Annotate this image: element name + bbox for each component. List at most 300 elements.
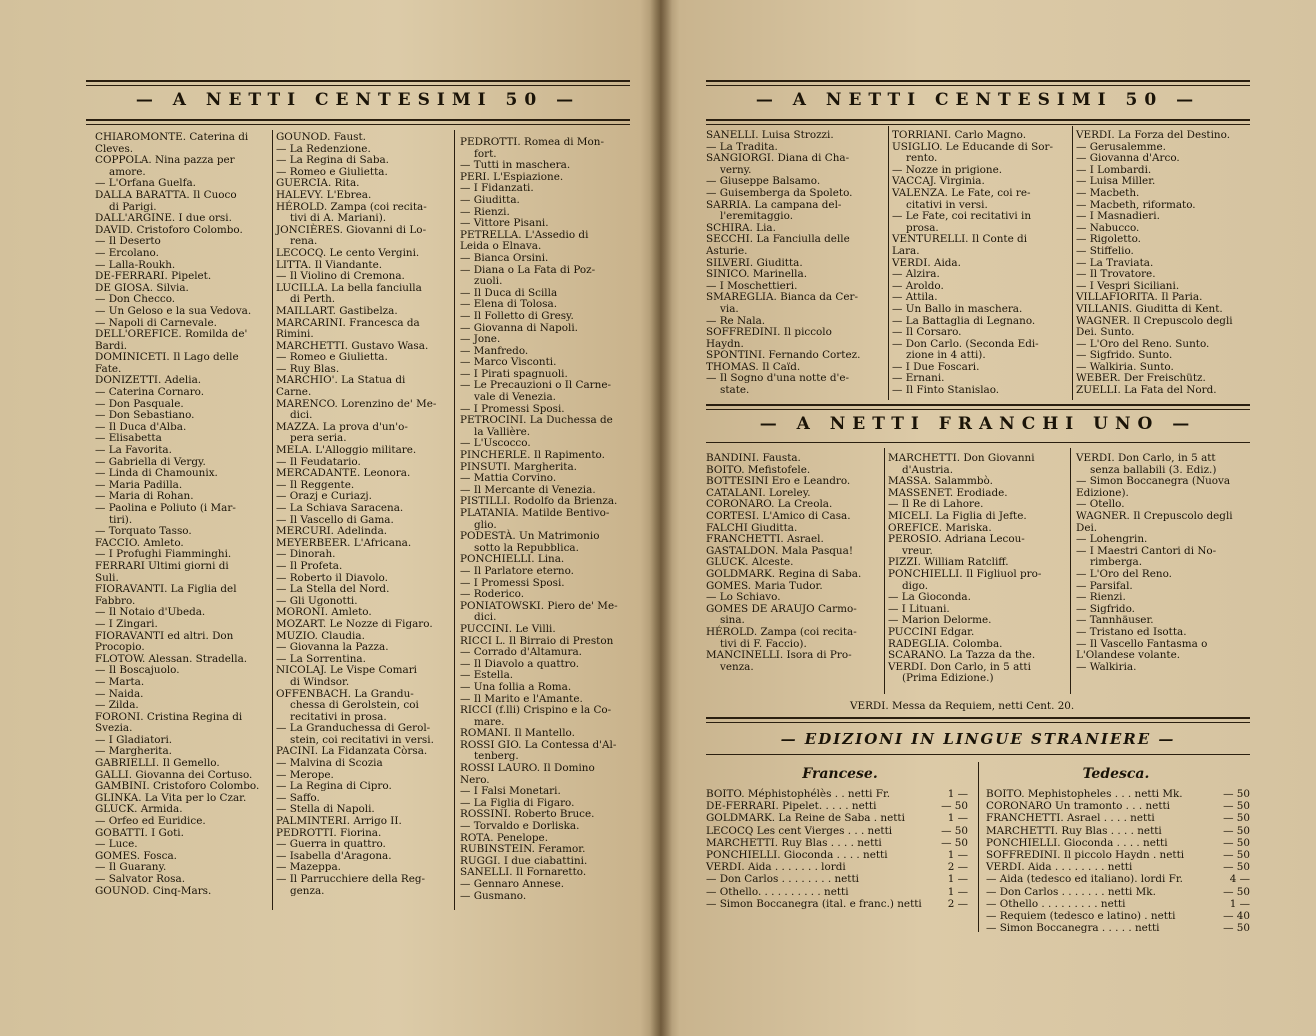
catalog-entry: PONCHIELLI. Il Figliuol pro- (888, 567, 1042, 580)
franchi-column-1 (706, 453, 884, 673)
catalog-entry: Haydn. (706, 337, 744, 350)
catalog-entry: DAVID. Cristoforo Colombo. (95, 223, 243, 236)
catalog-entry: PUCCINI. Le Villi. (460, 622, 556, 635)
catalog-entry: CORONARO. La Creola. (706, 498, 833, 511)
catalog-entry: rento. (906, 152, 938, 165)
catalog-entry: — Romeo e Giulietta. (276, 351, 388, 364)
catalog-entry: PONCHIELLI. Lina. (460, 553, 565, 566)
catalog-entry: Lara. (892, 244, 920, 257)
catalog-entry: MELA. L'Alloggio militare. (276, 444, 417, 457)
catalog-entry: VERDI. Aida. (892, 256, 961, 269)
requiem-note: VERDI. Messa da Requiem, netti Cent. 20. (850, 700, 1075, 712)
price-title: VERDI. Aida . . . . . . . . netti (986, 861, 1133, 874)
catalog-entry: fort. (474, 147, 497, 160)
catalog-entry: — Gennaro Annese. (460, 878, 565, 890)
catalog-entry: — Simon Boccanegra (Nuova (1076, 475, 1231, 488)
catalog-entry: — Zilda. (95, 699, 139, 712)
catalog-entry: MERCADANTE. Leonora. (276, 467, 411, 480)
catalog-entry: — Il Guarany. (95, 861, 167, 874)
catalog-entry: SCARANO. La Tazza da the. (888, 649, 1036, 662)
price-value: 1 — (947, 788, 968, 800)
column-divider (978, 762, 979, 932)
catalog-entry: GOUNOD. Cinq-Mars. (95, 884, 212, 897)
catalog-entry: PIZZI. William Ratcliff. (888, 556, 1009, 569)
catalog-entry: HÉROLD. Zampa (coi recita- (276, 200, 427, 213)
catalog-entry: HALEVY. L'Ebrea. (276, 188, 372, 201)
catalog-entry: DOMINICETI. Il Lago delle (95, 351, 239, 364)
catalog-entry: — Luce. (95, 838, 138, 851)
catalog-entry: MARENCO. Lorenzino de' Me- (276, 397, 437, 410)
catalog-entry: — La Schiava Saracena. (276, 502, 404, 514)
price-value: 2 — (947, 861, 968, 874)
catalog-entry: — Bianca Orsini. (460, 251, 549, 264)
catalog-entry: Asturie. (706, 244, 748, 257)
catalog-entry: — Paolina e Poliuto (i Mar- (95, 502, 236, 514)
price-value: — 50 (941, 824, 968, 837)
section-double-rule (706, 404, 1250, 410)
catalog-entry: — I Promessi Sposi. (460, 576, 565, 589)
catalog-entry: — I Falsi Monetari. (460, 785, 561, 798)
right-heading-1: — A NETTI CENTESIMI 50 — (755, 90, 1201, 110)
catalog-entry: SPONTINI. Fernando Cortez. (706, 349, 861, 362)
catalog-entry: — Ercolano. (95, 246, 159, 259)
catalog-entry: chessa di Gerolstein, coi (290, 699, 419, 712)
catalog-entry: Fabbro. (95, 594, 136, 607)
price-row (986, 837, 1250, 849)
catalog-entry: stein, coi recitativi in versi. (290, 733, 434, 746)
catalog-entry: — Orfeo ed Euridice. (95, 815, 206, 828)
price-row (986, 812, 1250, 824)
catalog-entry: — Il Duca d'Alba. (95, 420, 187, 433)
catalog-entry: — Il Boscajuolo. (95, 664, 180, 677)
franchi-column-2 (888, 453, 1068, 685)
catalog-entry: MARCHETTI. Don Giovanni (888, 452, 1035, 464)
catalog-entry: — Il Notaio d'Ubeda. (95, 606, 206, 619)
catalog-entry: RADEGLIA. Colomba. (888, 637, 1003, 650)
catalog-entry: VERDI. Don Carlo, in 5 atti (888, 660, 1031, 673)
catalog-entry: PACINI. La Fidanzata Còrsa. (276, 745, 428, 758)
price-row (986, 825, 1250, 837)
catalog-entry: — Nozze in prigione. (892, 163, 1003, 176)
catalog-entry: Fate. (95, 362, 122, 375)
catalog-entry: — Maria di Rohan. (95, 490, 194, 503)
catalog-entry: — La Gioconda. (888, 591, 971, 604)
right-column-1 (706, 130, 886, 397)
catalog-entry: — Romeo e Giulietta. (276, 165, 388, 178)
catalog-entry: — I Profughi Fiamminghi. (95, 548, 232, 561)
catalog-entry: — Naida. (95, 687, 144, 700)
price-title: — Aida (tedesco ed italiano). lordi Fr. (986, 873, 1183, 886)
catalog-entry: PETROCINI. La Duchessa de (460, 414, 613, 427)
catalog-entry: — L'Uscocco. (460, 437, 531, 450)
price-value: — 50 (1223, 885, 1250, 898)
price-value: — 50 (1223, 922, 1250, 935)
catalog-entry: MAZZA. La prova d'un'o- (276, 420, 408, 433)
catalog-entry: — Gli Ugonotti. (276, 594, 358, 607)
price-title: SOFFREDINI. Il piccolo Haydn . netti (986, 849, 1185, 862)
catalog-entry: — Mattia Corvino. (460, 472, 557, 485)
francese-title: Francese. (802, 766, 878, 782)
catalog-entry: — Le Fate, coi recitativi in (892, 210, 1032, 223)
catalog-entry: PUCCINI Edgar. (888, 625, 975, 638)
right-heading-3: — EDIZIONI IN LINGUE STRANIERE — (780, 730, 1176, 748)
catalog-entry: FORONI. Cristina Regina di (95, 710, 243, 723)
catalog-entry: LITTA. Il Viandante. (276, 258, 383, 271)
price-row (706, 812, 968, 824)
catalog-entry: — Diana o La Fata di Poz- (460, 263, 596, 276)
catalog-entry: pera seria. (290, 432, 347, 445)
catalog-entry: — Le Precauzioni o Il Carne- (460, 379, 611, 392)
catalog-entry: prosa. (906, 221, 939, 234)
catalog-entry: — Giuditta. (460, 193, 520, 206)
catalog-entry: MAILLART. Gastibelza. (276, 304, 398, 317)
catalog-entry: GOUNOD. Faust. (276, 131, 366, 143)
catalog-entry: — Nabucco. (1076, 221, 1140, 234)
catalog-entry: citativi in versi. (906, 198, 988, 211)
catalog-entry: ROMANI. Il Mantello. (460, 727, 575, 740)
catalog-entry: USIGLIO. Le Educande di Sor- (892, 140, 1054, 153)
catalog-entry: — I Fidanzati. (460, 182, 534, 195)
catalog-entry: SARRIA. La campana del- (706, 198, 842, 211)
catalog-entry: tiri). (109, 513, 133, 526)
price-title: FRANCHETTI. Asrael . . . . netti (986, 812, 1155, 825)
catalog-entry: — Il Vascello Fantasma o (1076, 637, 1208, 650)
catalog-entry: FIORAVANTI. La Figlia del (95, 583, 237, 596)
price-row (706, 837, 968, 849)
catalog-entry: di Perth. (290, 293, 336, 306)
left-heading: — A NETTI CENTESIMI 50 — (135, 90, 581, 110)
price-title: MARCHETTI. Ruy Blas . . . . netti (986, 824, 1162, 837)
catalog-entry: — Il Vascello di Gama. (276, 513, 394, 526)
catalog-entry: FLOTOW. Alessan. Stradella. (95, 652, 248, 665)
catalog-entry: HÉROLD. Zampa (coi recita- (706, 625, 857, 638)
catalog-entry: PONIATOWSKI. Piero de' Me- (460, 599, 618, 612)
catalog-entry: vreur. (902, 544, 933, 557)
catalog-entry: PODESTÀ. Un Matrimonio (460, 530, 600, 543)
section-double-rule (706, 717, 1250, 723)
catalog-entry: PEROSIO. Adriana Lecou- (888, 533, 1025, 546)
catalog-entry: — Roberto il Diavolo. (276, 571, 388, 584)
catalog-entry: — L'Oro del Reno. Sunto. (1076, 337, 1210, 350)
catalog-entry: — La Figlia di Figaro. (460, 796, 575, 809)
price-value: — 50 (1223, 800, 1250, 813)
catalog-entry: sotto la Repubblica. (474, 541, 579, 554)
price-title: CORONARO Un tramonto . . . netti (986, 800, 1171, 813)
catalog-entry: — Torquato Tasso. (95, 525, 192, 538)
catalog-entry: Carne. (276, 386, 312, 399)
catalog-entry: — Stiffelio. (1076, 244, 1134, 257)
catalog-entry: — Lalla-Roukh. (95, 258, 176, 271)
catalog-entry: MERCURI. Adelinda. (276, 525, 388, 538)
catalog-entry: THOMAS. Il Caïd. (706, 360, 801, 373)
catalog-entry: MANCINELLI. Isora di Pro- (706, 649, 852, 662)
catalog-entry: rimberga. (1090, 556, 1143, 569)
catalog-entry: — Caterina Cornaro. (95, 386, 205, 399)
column-divider (1070, 448, 1071, 694)
catalog-entry: — Tristano ed Isotta. (1076, 625, 1187, 638)
column-divider (884, 448, 885, 694)
right-column-3 (1076, 130, 1254, 397)
price-row (706, 898, 968, 910)
catalog-entry: GOMES DE ARAUJO Carmo- (706, 602, 857, 615)
catalog-entry: GALLI. Giovanna dei Cortuso. (95, 768, 253, 781)
catalog-entry: FRANCHETTI. Asrael. (706, 533, 824, 546)
tedesca-title: Tedesca. (1082, 766, 1150, 782)
catalog-entry: MEYERBEER. L'Africana. (276, 536, 412, 549)
catalog-entry: di Windsor. (290, 675, 350, 688)
price-row (706, 825, 968, 837)
catalog-entry: PETRELLA. L'Assedio di (460, 228, 589, 241)
catalog-entry: tivi di F. Faccio). (720, 637, 807, 650)
right-column-2 (892, 130, 1070, 397)
catalog-entry: senza ballabili (3. Ediz.) (1090, 463, 1217, 476)
catalog-entry: — Marta. (95, 675, 145, 688)
price-value: — 50 (1223, 812, 1250, 825)
catalog-entry: — I Lombardi. (1076, 163, 1152, 176)
catalog-entry: — La Sorrentina. (276, 652, 366, 665)
catalog-entry: PINCHERLE. Il Rapimento. (460, 449, 605, 462)
price-row (706, 800, 968, 812)
catalog-entry: — Manfredo. (460, 344, 529, 357)
catalog-entry: vale di Venezia. (474, 391, 556, 404)
catalog-entry: — La Tradita. (706, 140, 778, 153)
price-row (986, 886, 1250, 898)
catalog-entry: SANGIORGI. Diana di Cha- (706, 152, 850, 165)
price-row (986, 922, 1250, 934)
catalog-entry: — Il Trovatore. (1076, 268, 1156, 281)
price-value: — 50 (1223, 824, 1250, 837)
catalog-entry: VERDI. Don Carlo, in 5 att (1076, 452, 1216, 464)
catalog-entry: PEDROTTI. Romea di Mon- (460, 136, 604, 148)
catalog-entry: — Napoli di Carnevale. (95, 316, 217, 329)
catalog-entry: MASSA. Salammbò. (888, 475, 993, 488)
price-value: 1 — (947, 885, 968, 898)
price-title: — Simon Boccanegra . . . . . netti (986, 922, 1160, 935)
catalog-entry: — Il Parrucchiere della Reg- (276, 873, 426, 885)
price-row (986, 910, 1250, 922)
catalog-entry: PINSUTI. Margherita. (460, 460, 577, 473)
catalog-entry: — I Zingari. (95, 617, 158, 630)
column-divider (1072, 126, 1073, 400)
catalog-entry: — Elena di Tolosa. (460, 298, 558, 311)
catalog-entry: — Sigfrido. Sunto. (1076, 349, 1173, 362)
catalog-entry: dici. (474, 611, 497, 624)
catalog-entry: DONIZETTI. Adelia. (95, 374, 202, 387)
catalog-entry: PISTILLI. Rodolfo da Brienza. (460, 495, 618, 508)
catalog-entry: — I Vespri Siciliani. (1076, 279, 1180, 292)
price-value: 2 — (947, 897, 968, 910)
catalog-entry: DE GIOSA. Silvia. (95, 281, 189, 294)
catalog-entry: — Il Reggente. (276, 478, 355, 491)
catalog-entry: DALL'ARGINE. I due orsi. (95, 212, 232, 225)
price-title: VERDI. Aida . . . . . . . lordi (706, 861, 846, 874)
catalog-entry: — Giovanna d'Arco. (1076, 152, 1180, 165)
catalog-entry: — Ernani. (892, 372, 945, 385)
catalog-entry: MARCHETTI. Gustavo Wasa. (276, 339, 429, 352)
catalog-entry: — La Regina di Saba. (276, 154, 389, 167)
catalog-entry: Nero. (460, 773, 490, 786)
price-value: — 50 (1223, 861, 1250, 874)
catalog-entry: — Il Folletto di Gresy. (460, 309, 574, 322)
catalog-entry: zuoli. (474, 275, 503, 288)
catalog-entry: — Don Sebastiano. (95, 409, 195, 422)
price-row (986, 800, 1250, 812)
price-value: 1 — (947, 812, 968, 825)
catalog-entry: MASSENET. Erodiade. (888, 486, 1008, 499)
price-title: BOITO. Mephistopheles . . . netti Mk. (986, 788, 1183, 800)
catalog-entry: — Salvator Rosa. (95, 873, 186, 885)
francese-list (706, 788, 968, 910)
catalog-entry: DE-FERRARI. Pipelet. (95, 270, 212, 283)
catalog-entry: VACCAJ. Virginia. (892, 175, 985, 188)
catalog-entry: venza. (720, 660, 754, 673)
catalog-entry: — I Gladiatori. (95, 733, 173, 746)
catalog-entry: Cleves. (95, 142, 134, 155)
catalog-entry: — Tannhäuser. (1076, 614, 1154, 627)
catalog-entry: MARCHIO'. La Statua di (276, 374, 406, 387)
catalog-entry: — L'Oro del Reno. (1076, 567, 1172, 580)
catalog-entry: GOMES. Fosca. (95, 849, 177, 862)
price-title: — Simon Boccanegra (ital. e franc.) netti (706, 897, 922, 910)
section-rule (706, 754, 1250, 755)
top-double-rule (86, 80, 630, 86)
catalog-entry: — Re Nala. (706, 314, 766, 327)
price-value: 1 — (1229, 897, 1250, 910)
catalog-entry: — Gerusalemme. (1076, 140, 1166, 153)
catalog-entry: MARCARINI. Francesca da (276, 316, 420, 329)
catalog-entry: — Aroldo. (892, 279, 944, 292)
catalog-entry: — Corrado d'Altamura. (460, 646, 582, 659)
catalog-entry: PALMINTERI. Arrigo II. (276, 815, 402, 828)
catalog-entry: SOFFREDINI. Il piccolo (706, 326, 832, 339)
catalog-entry: — Il Corsaro. (892, 326, 962, 339)
right-heading-2: — A NETTI FRANCHI UNO — (759, 414, 1197, 434)
catalog-entry: SMAREGLIA. Bianca da Cer- (706, 291, 858, 304)
catalog-entry: — Orazj e Curiazj. (276, 490, 372, 503)
catalog-entry: la Vallière. (474, 425, 531, 438)
price-title: — Othello . . . . . . . . . netti (986, 897, 1126, 910)
heading-double-rule (706, 119, 1250, 125)
catalog-entry: GABRIELLI. Il Gemello. (95, 757, 220, 770)
catalog-entry: — Isabella d'Aragona. (276, 849, 392, 862)
catalog-entry: Leida o Elnava. (460, 240, 542, 253)
catalog-entry: LUCILLA. La bella fanciulla (276, 281, 422, 294)
catalog-entry: GOLDMARK. Regina di Saba. (706, 567, 862, 580)
catalog-entry: — I Pirati spagnuoli. (460, 367, 568, 380)
catalog-entry: — Giovanna la Pazza. (276, 641, 389, 654)
catalog-entry: OFFENBACH. La Grandu- (276, 687, 414, 700)
catalog-entry: — Dinorah. (276, 548, 336, 561)
catalog-entry: SECCHI. La Fanciulla delle (706, 233, 850, 246)
catalog-entry: MICELI. La Figlia di Jefte. (888, 509, 1027, 522)
catalog-entry: — Il Deserto (95, 235, 161, 248)
catalog-entry: BOITO. Mefistofele. (706, 463, 811, 476)
price-row (706, 861, 968, 873)
catalog-entry: Dei. (1076, 521, 1098, 534)
catalog-entry: WAGNER. Il Crepuscolo degli (1076, 509, 1233, 522)
catalog-entry: — Un Ballo in maschera. (892, 302, 1023, 315)
catalog-entry: — Roderico. (460, 588, 525, 601)
catalog-entry: Bardi. (95, 339, 128, 352)
catalog-entry: Rimini. (276, 328, 314, 341)
catalog-entry: — Luisa Miller. (1076, 175, 1156, 188)
catalog-entry: GLUCK. Alceste. (706, 556, 794, 569)
price-row (986, 898, 1250, 910)
catalog-entry: PLATANIA. Matilde Bentivo- (460, 507, 610, 519)
catalog-entry: — Rigoletto. (1076, 233, 1141, 246)
price-value: 1 — (947, 873, 968, 886)
top-double-rule (706, 80, 1250, 86)
catalog-entry: — Don Checco. (95, 293, 176, 306)
catalog-entry: sina. (720, 614, 745, 627)
catalog-entry: ROTA. Penelope. (460, 831, 549, 844)
tedesca-list (986, 788, 1250, 934)
catalog-entry: Edizione). (1076, 486, 1129, 499)
catalog-entry: — Il Feudatario. (276, 455, 361, 468)
column-divider (454, 130, 455, 910)
price-value: 1 — (947, 849, 968, 862)
catalog-entry: SANELLI. Il Fornaretto. (460, 866, 587, 879)
catalog-entry: verny. (720, 163, 752, 176)
price-value: — 50 (941, 800, 968, 813)
catalog-entry: — Rienzi. (460, 205, 510, 218)
catalog-entry: NICOLAJ. Le Vispe Comari (276, 664, 418, 677)
catalog-entry: DELL'OREFICE. Romilda de' (95, 328, 248, 341)
catalog-entry: PEDROTTI. Fiorina. (276, 826, 382, 839)
catalog-entry: mare. (474, 715, 505, 728)
catalog-entry: DALLA BARATTA. Il Cuoco (95, 188, 237, 201)
catalog-entry: VALENZA. Le Fate, coi re- (892, 186, 1031, 199)
catalog-entry: — Il Finto Stanislao. (892, 384, 1000, 397)
catalog-entry: Procopio. (95, 641, 145, 654)
catalog-entry: — Macbeth. (1076, 186, 1140, 199)
catalog-entry: — Sigfrido. (1076, 602, 1135, 615)
catalog-entry: FALCHI Giuditta. (706, 521, 798, 534)
catalog-entry: — I Promessi Sposi. (460, 402, 565, 415)
price-title: DE-FERRARI. Pipelet. . . . . netti (706, 800, 877, 813)
catalog-entry: VILLAFIORITA. Il Paria. (1076, 291, 1203, 304)
price-row (986, 788, 1250, 800)
catalog-entry: — Walkiria. (1076, 660, 1137, 673)
catalog-entry: l'eremitaggio. (720, 210, 793, 223)
price-title: — Don Carlos . . . . . . . . netti (706, 873, 859, 886)
catalog-entry: — La Battaglia di Legnano. (892, 314, 1036, 327)
book-gutter (650, 0, 672, 1036)
catalog-entry: — Walkiria. Sunto. (1076, 360, 1174, 373)
catalog-entry: MORONI. Amleto. (276, 606, 372, 619)
catalog-entry: — Parsifal. (1076, 579, 1133, 592)
catalog-entry: ROSSI GIO. La Contessa d'Al- (460, 738, 617, 751)
catalog-entry: — Mazeppa. (276, 861, 341, 874)
price-title: MARCHETTI. Ruy Blas . . . . netti (706, 836, 882, 849)
catalog-entry: — L'Orfana Guelfa. (95, 177, 196, 190)
catalog-entry: zione in 4 atti). (906, 349, 986, 362)
catalog-entry: — Un Geloso e la sua Vedova. (95, 304, 252, 317)
catalog-entry: L'Olandese volante. (1076, 649, 1181, 662)
catalog-entry: — Il Violino di Cremona. (276, 270, 405, 283)
catalog-entry: — Rienzi. (1076, 591, 1126, 604)
catalog-entry: — Estella. (460, 669, 514, 682)
price-row (986, 849, 1250, 861)
catalog-entry: SANELLI. Luisa Strozzi. (706, 129, 834, 141)
catalog-entry: — Il Re di Lahore. (888, 498, 984, 511)
catalog-entry: CORTESI. L'Amico di Casa. (706, 509, 851, 522)
catalog-entry: — Lohengrin. (1076, 533, 1148, 546)
catalog-entry: ZUELLI. La Fata del Nord. (1076, 384, 1217, 397)
catalog-entry: digo. (902, 579, 929, 592)
catalog-entry: — Stella di Napoli. (276, 803, 375, 816)
price-row (986, 861, 1250, 873)
